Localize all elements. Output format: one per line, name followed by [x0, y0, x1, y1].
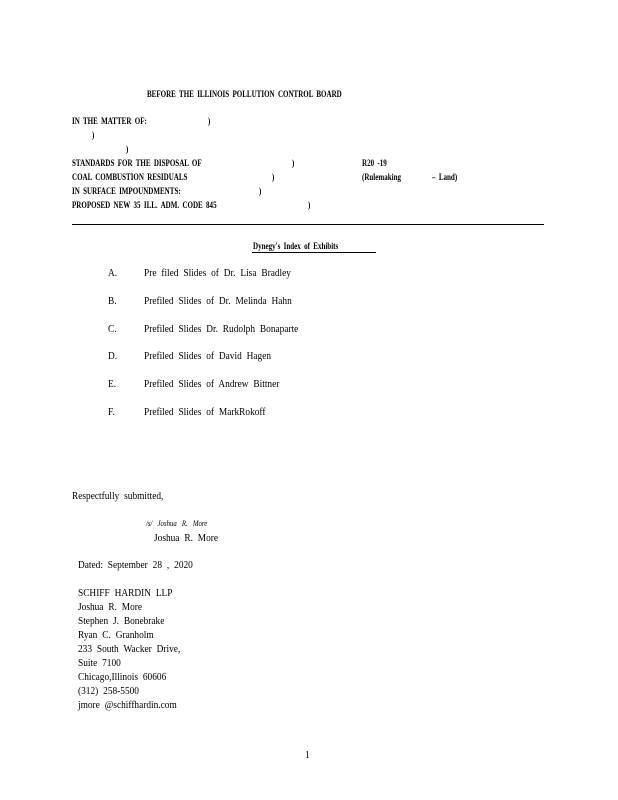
exhibit-text: Prefiled Slides of Dr. Melinda Hahn — [144, 295, 292, 307]
caption-paren-2: ) — [92, 130, 95, 140]
caption-paren-4: ) — [292, 158, 295, 168]
docket-type: (Rulemaking — [362, 172, 402, 182]
exhibit-text: Prefiled Slides Dr. Rudolph Bonaparte — [144, 323, 299, 335]
caption-paren-6: ) — [259, 186, 262, 196]
exhibit-letter: F. — [108, 406, 115, 418]
caption-paren-3: ) — [126, 144, 129, 154]
caption-coal-line: COAL COMBUSTION RESIDUALS — [72, 172, 188, 182]
caption-matter-line: IN THE MATTER OF: — [72, 116, 147, 126]
firm-line: Chicago,Illinois 60606 — [78, 671, 167, 683]
caption-title: BEFORE THE ILLINOIS POLLUTION CONTROL BOARD — [147, 89, 342, 99]
firm-line: Ryan C. Granholm — [78, 629, 154, 641]
signatory-name: Joshua R. More — [154, 532, 219, 544]
firm-email-link[interactable]: jmore @schiffhardin.com — [78, 699, 177, 711]
dated-line: Dated: September 28 , 2020 — [78, 559, 193, 571]
firm-line: (312) 258-5500 — [78, 685, 139, 697]
index-heading-underline — [252, 252, 376, 253]
caption-paren-5: ) — [272, 172, 275, 182]
firm-line: Suite 7100 — [78, 657, 121, 669]
firm-line: SCHIFF HARDIN LLP — [78, 587, 173, 599]
caption-paren-7: ) — [308, 200, 311, 210]
page-number: 1 — [305, 749, 310, 761]
exhibit-letter: A. — [108, 267, 118, 279]
firm-line: 233 South Wacker Drive, — [78, 643, 181, 655]
caption-surface-line: IN SURFACE IMPOUNDMENTS: — [72, 186, 181, 196]
exhibit-letter: B. — [108, 295, 117, 307]
exhibit-letter: C. — [108, 323, 117, 335]
firm-line: Joshua R. More — [78, 601, 143, 613]
exhibit-text: Prefiled Slides of Andrew Bittner — [144, 378, 280, 390]
exhibit-text: Prefiled Slides of David Hagen — [144, 350, 272, 362]
respectfully-submitted: Respectfully submitted, — [72, 490, 164, 502]
caption-divider — [72, 224, 544, 225]
exhibit-letter: D. — [108, 350, 118, 362]
docket-number: R20 -19 — [362, 158, 387, 168]
caption-standards-line: STANDARDS FOR THE DISPOSAL OF — [72, 158, 202, 168]
exhibit-text: Prefiled Slides of MarkRokoff — [144, 406, 266, 418]
exhibit-letter: E. — [108, 378, 117, 390]
firm-line: Stephen J. Bonebrake — [78, 615, 165, 627]
caption-paren-1: ) — [208, 116, 211, 126]
exhibit-text: Pre filed Slides of Dr. Lisa Bradley — [144, 267, 291, 279]
index-heading: Dynegy's Index of Exhibits — [253, 241, 339, 251]
caption-proposed-line: PROPOSED NEW 35 ILL. ADM. CODE 845 — [72, 200, 217, 210]
electronic-signature: /s/ Joshua R. More — [146, 519, 208, 528]
docket-land: – Land) — [432, 172, 458, 182]
